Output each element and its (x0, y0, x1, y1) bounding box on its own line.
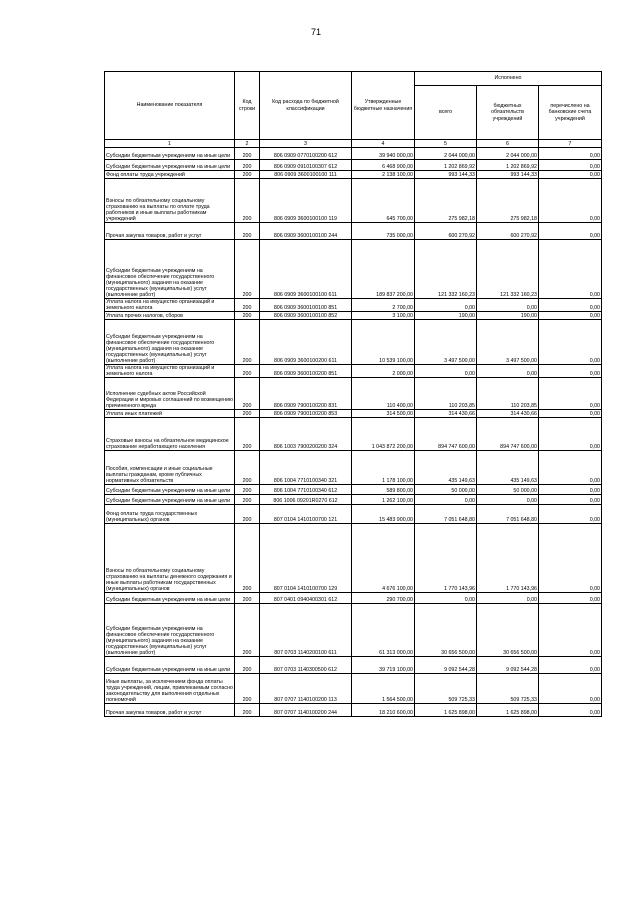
approved-amount: 589 800,00 (352, 485, 415, 495)
table-row (105, 320, 602, 365)
executed-total: 30 656 500,00 (415, 604, 477, 657)
expense-code: 806 0909 0910100307 612 (260, 160, 352, 171)
approved-amount: 2 700,00 (352, 299, 415, 312)
executed-obligations: 9 092 544,28 (477, 657, 539, 674)
table-row (105, 704, 602, 717)
indicator-name: Исполнение судебных актов Российской Федерации и мировых соглашений по возмещению причиненного вреда (105, 378, 235, 410)
line-code: 200 (235, 604, 260, 657)
executed-transferred: 0,00 (539, 505, 602, 524)
expense-code: 807 0104 1410100700 121 (260, 505, 352, 524)
table-row (105, 378, 602, 410)
indicator-name: Уплата налога на имущество организаций и земельного налога (105, 365, 235, 378)
approved-amount: 10 539 100,00 (352, 320, 415, 365)
executed-transferred: 0,00 (539, 410, 602, 418)
approved-amount: 645 700,00 (352, 179, 415, 223)
executed-obligations: 1 625 898,00 (477, 704, 539, 717)
table-row (105, 223, 602, 240)
table-row (105, 505, 602, 524)
executed-transferred: 0,00 (539, 223, 602, 240)
executed-obligations: 993 144,33 (477, 171, 539, 179)
indicator-name: Взносы по обязательному социальному страхованию на выплаты денежного содержания и иные выплаты работникам государственных (муниципальных) органов (105, 524, 235, 593)
indicator-name: Субсидии бюджетным учреждениям на иные цели (105, 485, 235, 495)
line-code: 200 (235, 171, 260, 179)
indicator-name: Взносы по обязательному социальному страхованию на выплаты по оплате труда работников и иные выплаты работникам учреждений (105, 179, 235, 223)
approved-amount: 3 100,00 (352, 312, 415, 320)
header-expense-code: Код расхода по бюджетной классификации (260, 72, 352, 140)
indicator-name: Фонд оплаты труда государственных (муниципальных) органов (105, 505, 235, 524)
executed-obligations: 0,00 (477, 299, 539, 312)
expense-code: 806 1003 7900200200 324 (260, 418, 352, 451)
expense-code: 806 0909 3600100100 111 (260, 171, 352, 179)
line-code: 200 (235, 365, 260, 378)
expense-code: 807 0401 0940400301 612 (260, 593, 352, 604)
expense-code: 806 1006 09201R0270 612 (260, 495, 352, 505)
line-code: 200 (235, 299, 260, 312)
indicator-name: Субсидии бюджетным учреждениям на финансовое обеспечение государственного (муниципального) задания на оказание государственных (муниципальных) услуг (выполнение работ) (105, 320, 235, 365)
indicator-name: Субсидии бюджетным учреждениям на иные цели (105, 495, 235, 505)
table-row (105, 410, 602, 418)
expense-code: 806 0909 7900100200 831 (260, 378, 352, 410)
executed-transferred: 0,00 (539, 524, 602, 593)
expense-code: 806 1004 7710100340 612 (260, 485, 352, 495)
executed-total: 121 332 160,23 (415, 240, 477, 299)
line-code: 200 (235, 495, 260, 505)
budget-execution-table (104, 71, 602, 717)
line-code: 200 (235, 674, 260, 704)
indicator-name: Иные выплаты, за исключением фонда оплаты труда учреждений, лицам, привлекаемым согласно законодательству для выполнения отдельных полномочий (105, 674, 235, 704)
header-executed: Исполнено (415, 72, 602, 86)
expense-code: 806 0909 3600100200 611 (260, 320, 352, 365)
executed-transferred: 0,00 (539, 179, 602, 223)
expense-code: 806 0909 3600100200 851 (260, 365, 352, 378)
executed-total: 9 092 544,28 (415, 657, 477, 674)
table-row (105, 451, 602, 485)
expense-code: 807 0707 1140100200 113 (260, 674, 352, 704)
executed-transferred: 0,00 (539, 312, 602, 320)
expense-code: 806 0909 0770100200 612 (260, 148, 352, 160)
executed-transferred: 0,00 (539, 320, 602, 365)
indicator-name: Субсидии бюджетным учреждениям на финансовое обеспечение государственного (муниципального) задания на оказание государственных (муниципальных) услуг (выполнение работ) (105, 604, 235, 657)
executed-transferred: 0,00 (539, 160, 602, 171)
line-code: 200 (235, 485, 260, 495)
indicator-name: Фонд оплаты труда учреждений (105, 171, 235, 179)
table-row (105, 593, 602, 604)
approved-amount: 15 483 900,00 (352, 505, 415, 524)
executed-obligations: 600 270,92 (477, 223, 539, 240)
indicator-name: Прочая закупка товаров, работ и услуг (105, 223, 235, 240)
expense-code: 806 0909 3600100100 851 (260, 299, 352, 312)
executed-total: 0,00 (415, 365, 477, 378)
table-row (105, 240, 602, 299)
indicator-name: Уплата иных платежей (105, 410, 235, 418)
executed-total: 509 725,33 (415, 674, 477, 704)
executed-obligations: 190,00 (477, 312, 539, 320)
executed-transferred: 0,00 (539, 604, 602, 657)
table-row (105, 299, 602, 312)
column-number: 5 (415, 140, 477, 148)
approved-amount: 290 700,00 (352, 593, 415, 604)
line-code: 200 (235, 320, 260, 365)
executed-total: 275 982,18 (415, 179, 477, 223)
table-row (105, 179, 602, 223)
header-total: всего (415, 86, 477, 140)
executed-transferred: 0,00 (539, 674, 602, 704)
approved-amount: 314 500,00 (352, 410, 415, 418)
column-number: 3 (260, 140, 352, 148)
executed-total: 50 000,00 (415, 485, 477, 495)
indicator-name: Пособия, компенсации и иные социальные выплаты гражданам, кроме публичных нормативных обязательств (105, 451, 235, 485)
executed-total: 1 770 143,96 (415, 524, 477, 593)
approved-amount: 1 043 872 200,00 (352, 418, 415, 451)
executed-obligations: 30 656 500,00 (477, 604, 539, 657)
executed-obligations: 2 044 000,00 (477, 148, 539, 160)
approved-amount: 18 210 600,00 (352, 704, 415, 717)
table-row (105, 171, 602, 179)
executed-total: 1 202 869,92 (415, 160, 477, 171)
indicator-name: Прочая закупка товаров, работ и услуг (105, 704, 235, 717)
approved-amount: 61 313 000,00 (352, 604, 415, 657)
approved-amount: 2 000,00 (352, 365, 415, 378)
executed-obligations: 7 051 648,80 (477, 505, 539, 524)
executed-total: 0,00 (415, 299, 477, 312)
expense-code: 807 0703 1140200100 611 (260, 604, 352, 657)
executed-total: 1 625 898,00 (415, 704, 477, 717)
executed-obligations: 121 332 160,23 (477, 240, 539, 299)
executed-obligations: 1 770 143,96 (477, 524, 539, 593)
approved-amount: 1 178 100,00 (352, 451, 415, 485)
line-code: 200 (235, 312, 260, 320)
indicator-name: Уплата налога на имущество организаций и земельного налога (105, 299, 235, 312)
header-transferred: перечислено на банковские счета учреждений (539, 86, 602, 140)
table-row (105, 148, 602, 160)
table-row (105, 657, 602, 674)
line-code: 200 (235, 418, 260, 451)
header-line-code: Код строки (235, 72, 260, 140)
executed-obligations: 0,00 (477, 365, 539, 378)
approved-amount: 1 262 100,00 (352, 495, 415, 505)
executed-total: 600 270,92 (415, 223, 477, 240)
executed-obligations: 0,00 (477, 593, 539, 604)
executed-total: 894 747 600,00 (415, 418, 477, 451)
approved-amount: 2 138 100,00 (352, 171, 415, 179)
executed-total: 435 149,63 (415, 451, 477, 485)
executed-total: 0,00 (415, 593, 477, 604)
approved-amount: 6 468 900,00 (352, 160, 415, 171)
expense-code: 806 0909 7900100200 853 (260, 410, 352, 418)
header-approved: Утвержденные бюджетные назначения (352, 72, 415, 140)
indicator-name: Субсидии бюджетным учреждениям на финансовое обеспечение государственного (муниципального) задания на оказание государственных (муниципальных) услуг (выполнение работ) (105, 240, 235, 299)
executed-total: 993 144,33 (415, 171, 477, 179)
table-row (105, 365, 602, 378)
line-code: 200 (235, 657, 260, 674)
executed-total: 3 497 500,00 (415, 320, 477, 365)
line-code: 200 (235, 505, 260, 524)
line-code: 200 (235, 240, 260, 299)
line-code: 200 (235, 524, 260, 593)
executed-transferred: 0,00 (539, 148, 602, 160)
header-budget-obligations: бюджетных обязательств учреждений (477, 86, 539, 140)
header-name: Наименование показателя (105, 72, 235, 140)
executed-obligations: 1 202 869,92 (477, 160, 539, 171)
expense-code: 806 0909 3600100100 119 (260, 179, 352, 223)
executed-total: 7 051 648,80 (415, 505, 477, 524)
executed-transferred: 0,00 (539, 299, 602, 312)
table-row (105, 604, 602, 657)
table-row (105, 495, 602, 505)
line-code: 200 (235, 223, 260, 240)
indicator-name: Субсидии бюджетным учреждениям на иные цели (105, 160, 235, 171)
executed-obligations: 275 982,18 (477, 179, 539, 223)
approved-amount: 110 400,00 (352, 378, 415, 410)
indicator-name: Субсидии бюджетным учреждениям на иные цели (105, 148, 235, 160)
table-row (105, 485, 602, 495)
column-number: 4 (352, 140, 415, 148)
approved-amount: 39 940 000,00 (352, 148, 415, 160)
table-row (105, 674, 602, 704)
line-code: 200 (235, 378, 260, 410)
expense-code: 807 0703 1140300500 612 (260, 657, 352, 674)
line-code: 200 (235, 160, 260, 171)
line-code: 200 (235, 704, 260, 717)
approved-amount: 39 719 100,00 (352, 657, 415, 674)
expense-code: 807 0104 1410100700 129 (260, 524, 352, 593)
executed-transferred: 0,00 (539, 704, 602, 717)
line-code: 200 (235, 148, 260, 160)
line-code: 200 (235, 593, 260, 604)
executed-transferred: 0,00 (539, 451, 602, 485)
indicator-name: Уплата прочих налогов, сборов (105, 312, 235, 320)
approved-amount: 735 000,00 (352, 223, 415, 240)
column-number: 7 (539, 140, 602, 148)
indicator-name: Субсидии бюджетным учреждениям на иные цели (105, 657, 235, 674)
executed-total: 0,00 (415, 495, 477, 505)
approved-amount: 4 676 100,00 (352, 524, 415, 593)
table-row (105, 418, 602, 451)
approved-amount: 189 837 200,00 (352, 240, 415, 299)
executed-obligations: 314 430,66 (477, 410, 539, 418)
executed-transferred: 0,00 (539, 365, 602, 378)
executed-transferred: 0,00 (539, 593, 602, 604)
executed-total: 110 203,85 (415, 378, 477, 410)
executed-transferred: 0,00 (539, 378, 602, 410)
page-number: 71 (310, 27, 321, 37)
executed-transferred: 0,00 (539, 485, 602, 495)
executed-obligations: 509 725,33 (477, 674, 539, 704)
expense-code: 806 0909 3600100100 244 (260, 223, 352, 240)
expense-code: 806 0909 3600100100 852 (260, 312, 352, 320)
executed-total: 190,00 (415, 312, 477, 320)
line-code: 200 (235, 410, 260, 418)
executed-obligations: 3 497 500,00 (477, 320, 539, 365)
executed-obligations: 894 747 600,00 (477, 418, 539, 451)
column-number: 1 (105, 140, 235, 148)
expense-code: 806 1004 7710100340 321 (260, 451, 352, 485)
executed-obligations: 435 149,63 (477, 451, 539, 485)
line-code: 200 (235, 451, 260, 485)
executed-total: 2 044 000,00 (415, 148, 477, 160)
column-number: 6 (477, 140, 539, 148)
executed-transferred: 0,00 (539, 240, 602, 299)
column-numbers-row (105, 140, 602, 148)
executed-transferred: 0,00 (539, 418, 602, 451)
executed-transferred: 0,00 (539, 495, 602, 505)
executed-obligations: 50 000,00 (477, 485, 539, 495)
indicator-name: Страховые взносы на обязательное медицинское страхование неработающего населения (105, 418, 235, 451)
executed-transferred: 0,00 (539, 657, 602, 674)
line-code: 200 (235, 179, 260, 223)
executed-obligations: 110 203,85 (477, 378, 539, 410)
approved-amount: 1 564 500,00 (352, 674, 415, 704)
table-row (105, 160, 602, 171)
executed-total: 314 430,66 (415, 410, 477, 418)
expense-code: 806 0909 3600100100 611 (260, 240, 352, 299)
table-row (105, 312, 602, 320)
executed-transferred: 0,00 (539, 171, 602, 179)
table-row (105, 524, 602, 593)
indicator-name: Субсидии бюджетным учреждениям на иные цели (105, 593, 235, 604)
executed-obligations: 0,00 (477, 495, 539, 505)
column-number: 2 (235, 140, 260, 148)
expense-code: 807 0707 1140100200 244 (260, 704, 352, 717)
